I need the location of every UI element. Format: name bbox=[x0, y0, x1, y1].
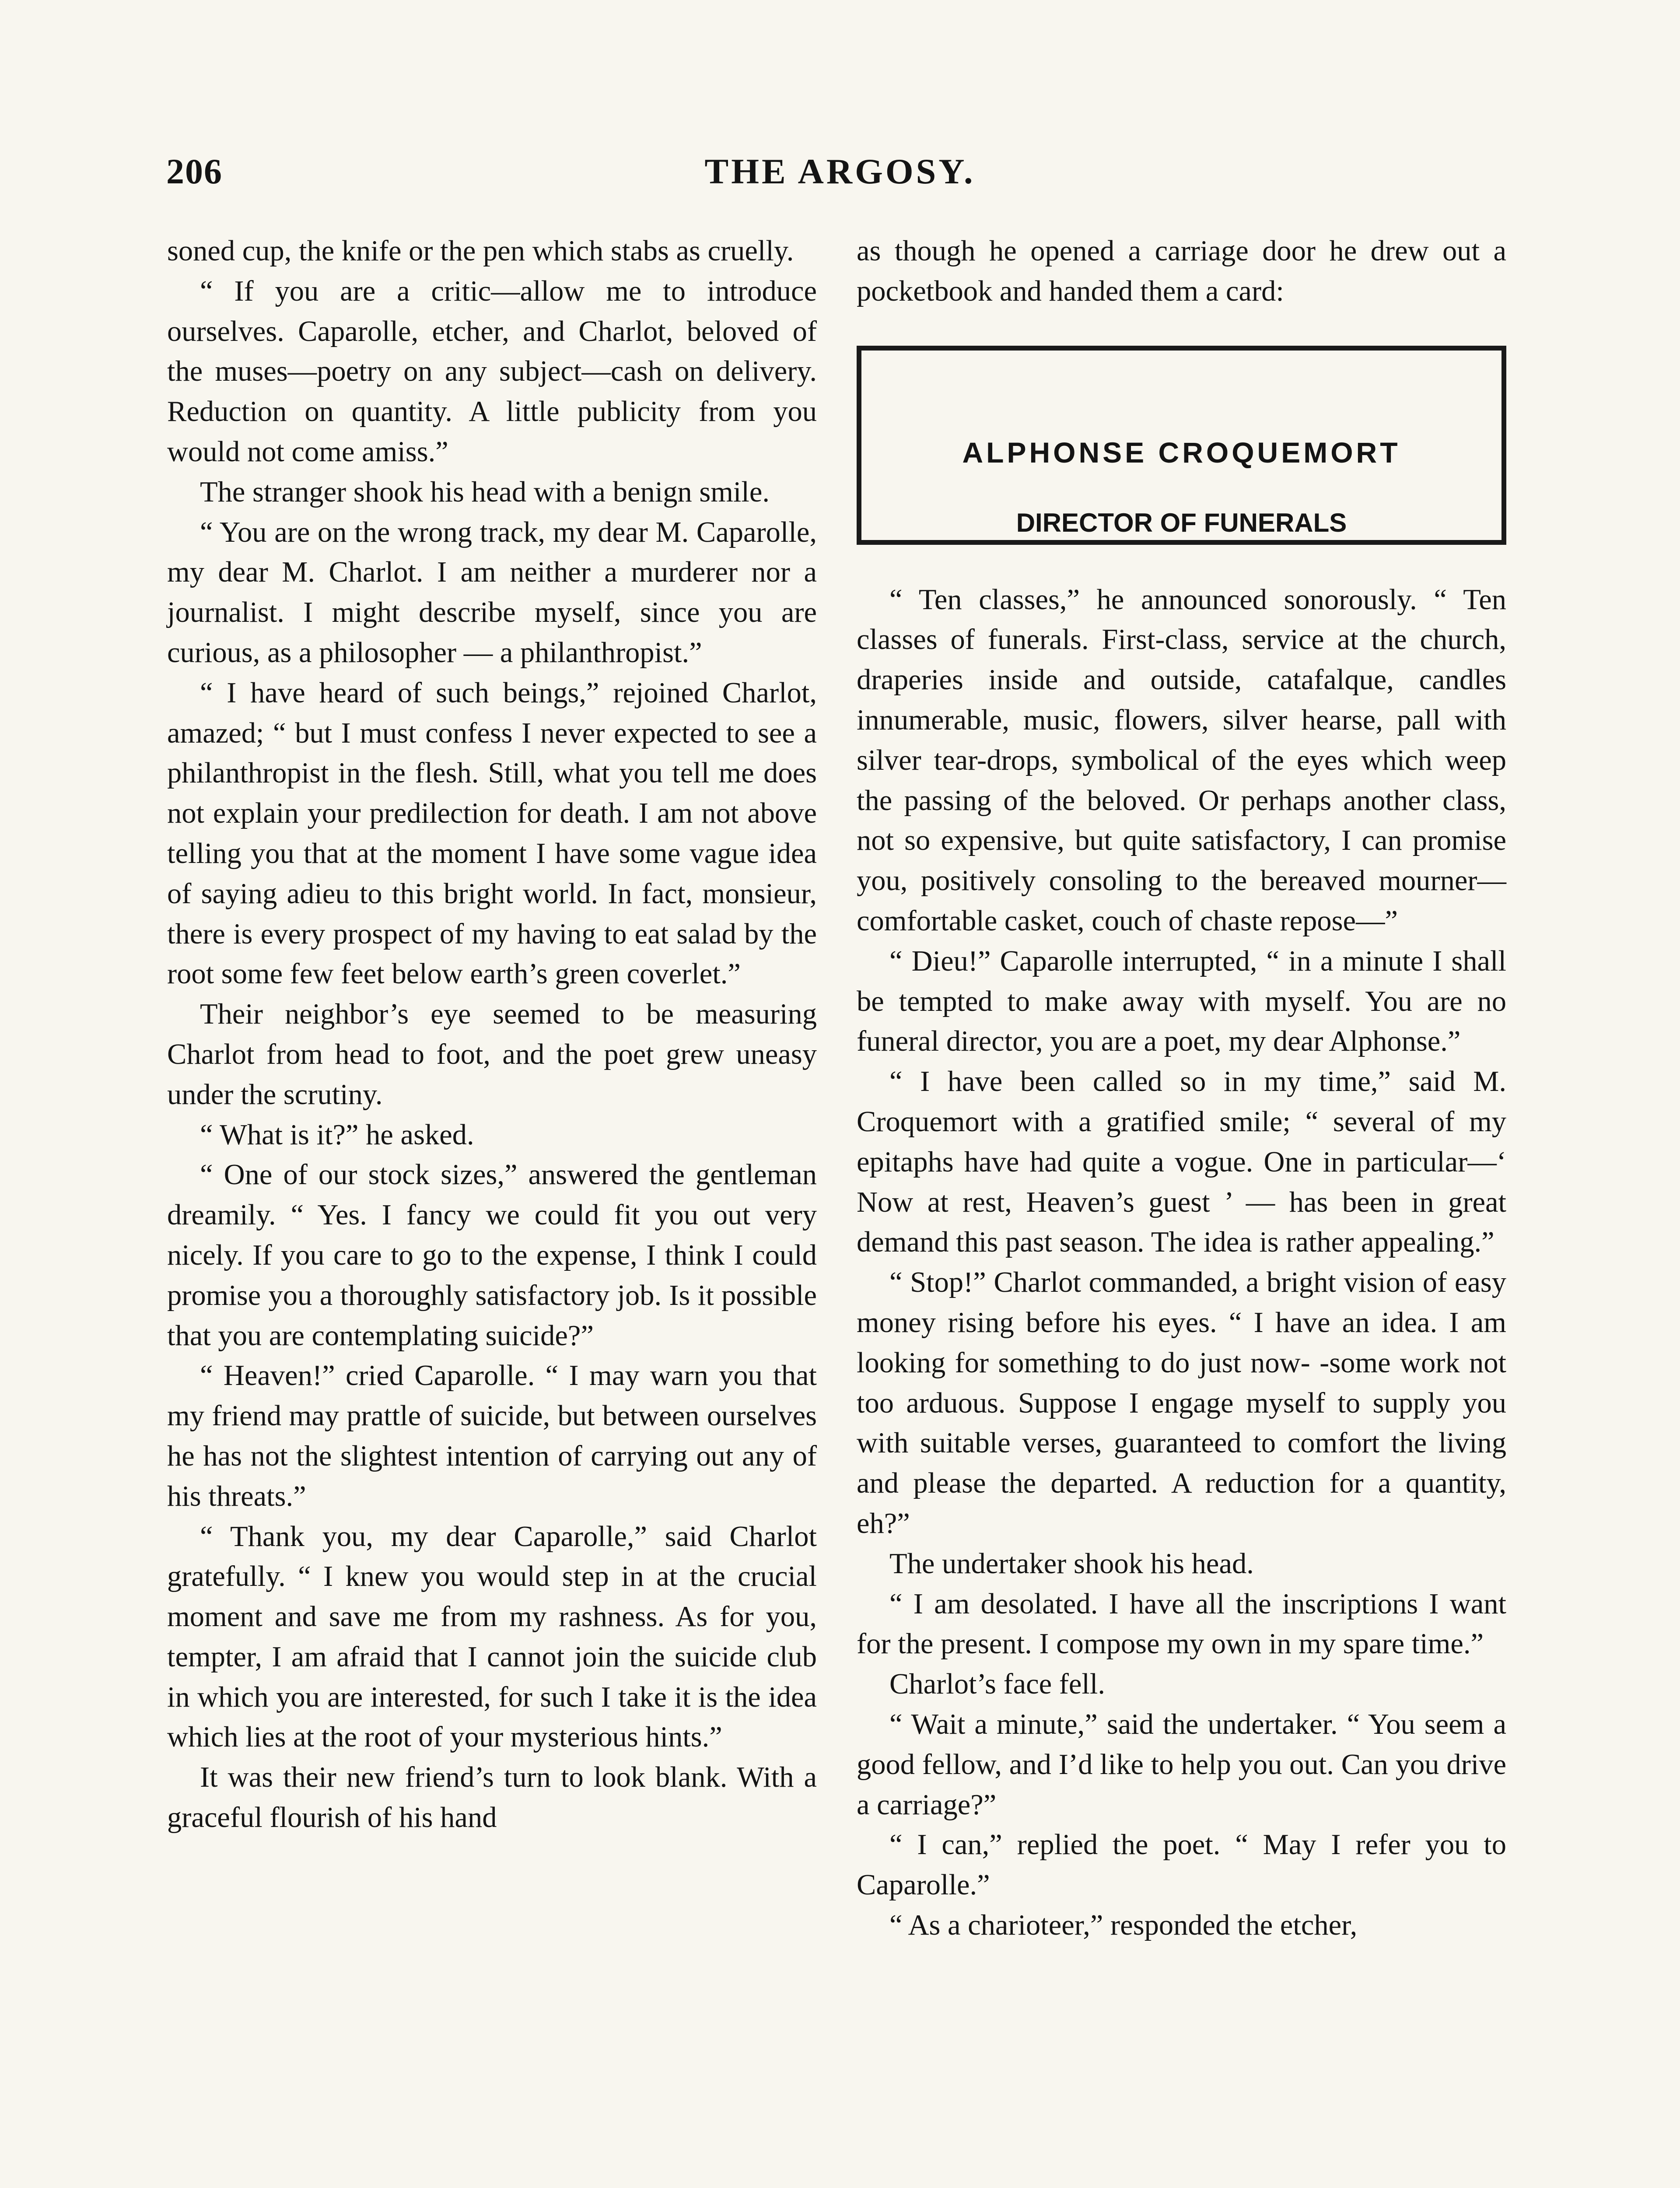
paragraph: “ Heaven!” cried Caparolle. “ I may warn you that my friend may prattle of suicide, but between ourselves he has not the slightest intention of carrying out any of his threats.” bbox=[167, 1360, 817, 1512]
page-header bbox=[166, 151, 1514, 203]
paragraph: “ What is it?” he asked. bbox=[200, 1119, 474, 1151]
paragraph: as though he opened a carriage door he drew out a pocketbook and handed them a card: bbox=[857, 235, 1506, 307]
paragraph: It was their new friend’s turn to look blank. With a graceful flourish of his hand bbox=[167, 1761, 817, 1834]
business-card bbox=[857, 346, 1506, 545]
paragraph: soned cup, the knife or the pen which stabs as cruelly. bbox=[167, 235, 794, 267]
paragraph: “ You are on the wrong track, my dear M. Caparolle, my dear M. Charlot. I am neither a murderer nor a journalist. I might describe myself, since you are curious, as a philosopher — a philanthropist.” bbox=[167, 516, 817, 669]
paragraph: “ If you are a critic—allow me to introduce ourselves. Caparolle, etcher, and Charlot, beloved of the muses—poetry on any subject—cash on delivery. Reduction on quantity. A little publicity from you would not come amiss.” bbox=[167, 275, 817, 468]
page-number: 206 bbox=[166, 151, 223, 191]
paragraph: “ I am desolated. I have all the inscriptions I want for the present. I compose my own in my spare time.” bbox=[857, 1588, 1506, 1660]
paragraph: “ Wait a minute,” said the undertaker. “ You seem a good fellow, and I’d like to help you out. Can you drive a carriage?” bbox=[857, 1708, 1506, 1821]
paragraph: “ I have been called so in my time,” said M. Croquemort with a gratified smile; “ several of my epitaphs have had quite a vogue. One in particular—‘ Now at rest, Heaven’s guest ’ — has been in great demand this past season. The idea is rather appealing.” bbox=[857, 1066, 1506, 1259]
paragraph: Their neighbor’s eye seemed to be measuring Charlot from head to foot, and the poet grew uneasy under the scrutiny. bbox=[167, 998, 817, 1111]
paragraph: “ One of our stock sizes,” answered the gentleman dreamily. “ Yes. I fancy we could fit you out very nicely. If you care to go to the expense, I think I could promise you a thoroughly satisfactory job. Is it possible that you are contemplating suicide?” bbox=[167, 1159, 817, 1352]
paragraph: Charlot’s face fell. bbox=[889, 1668, 1106, 1701]
paragraph: “ Stop!” Charlot commanded, a bright vision of easy money rising before his eyes. “ I have an idea. I am looking for something to do just now- -some work not too arduous. Suppose I engage myself to supply you with suitable verses, guaranteed to comfort the living and please the departed. A reduction for a quantity, eh?” bbox=[857, 1266, 1506, 1539]
left-column bbox=[167, 231, 817, 1838]
paragraph: “ Ten classes,” he announced sonorously. “ Ten classes of funerals. First-class, service at the church, draperies inside and outside, catafalque, candles innumerable, music, flowers, silver hearse, pall with silver tear-drops, symbolical of the eyes which weep the passing of the beloved. Or perhaps another class, not so expensive, but quite satisfactory, I can promise you, positively consoling to the bereaved mourner—comfortable casket, couch of chaste repose—” bbox=[857, 583, 1506, 937]
paragraph: The undertaker shook his head. bbox=[889, 1547, 1254, 1580]
paragraph: “ I can,” replied the poet. “ May I refer you to Caparolle.” bbox=[857, 1829, 1506, 1901]
card-title: DIRECTOR OF FUNERALS bbox=[1016, 508, 1347, 537]
paragraph: The stranger shook his head with a benign smile. bbox=[200, 476, 770, 508]
paragraph: “ I have heard of such beings,” rejoined Charlot, amazed; “ but I must confess I never expected to see a philanthropist in the flesh. Still, what you tell me does not explain your predilection for death. I am not above telling you that at the moment I have some vague idea of saying adieu to this bright world. In fact, monsieur, there is every prospect of my having to eat salad by the root some few feet below earth’s green coverlet.” bbox=[167, 677, 817, 990]
paragraph: “ As a charioteer,” responded the etcher, bbox=[889, 1909, 1358, 1941]
paragraph: “ Dieu!” Caparolle interrupted, “ in a minute I shall be tempted to make away with myself. You are no funeral director, you are a poet, my dear Alphonse.” bbox=[857, 945, 1506, 1058]
card-name: ALPHONSE CROQUEMORT bbox=[962, 436, 1401, 469]
right-column bbox=[857, 231, 1506, 1946]
running-title: THE ARGOSY. bbox=[704, 151, 976, 191]
paragraph: “ Thank you, my dear Caparolle,” said Charlot gratefully. “ I knew you would step in at the crucial moment and save me from my rashness. As for you, tempter, I am afraid that I cannot join the suicide club in which you are interested, for such I take it is the idea which lies at the root of your mysterious hints.” bbox=[167, 1520, 817, 1753]
